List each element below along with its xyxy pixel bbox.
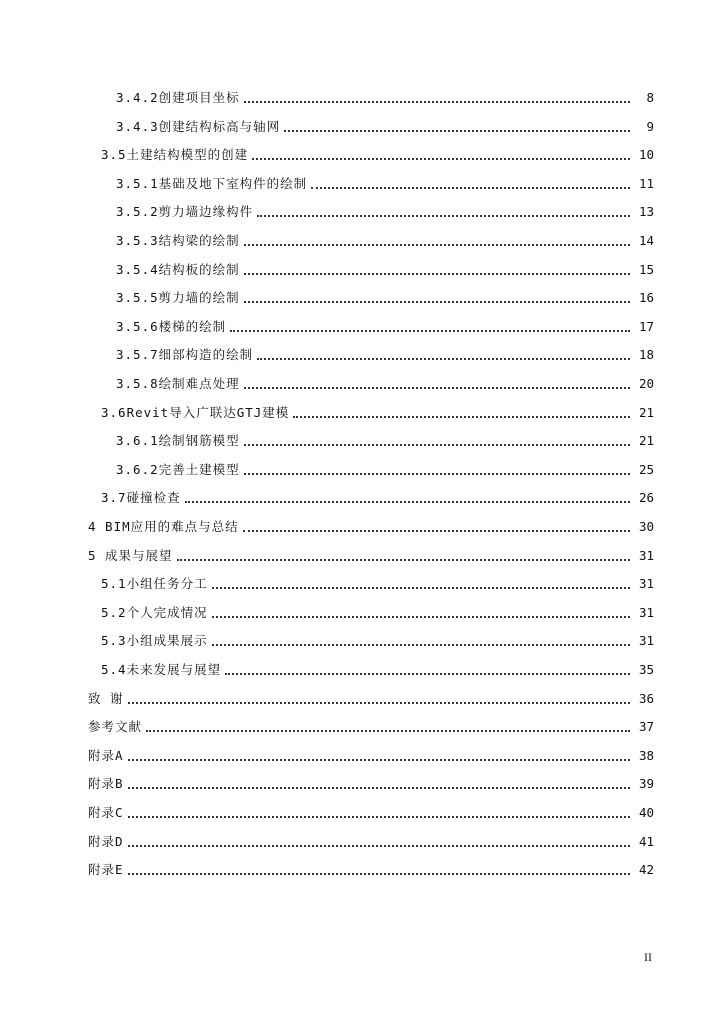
toc-entry[interactable] (88, 515, 654, 535)
dot-leader (128, 787, 630, 789)
toc-entry-page: 36 (638, 690, 654, 706)
toc-entry-page: 9 (646, 118, 654, 134)
toc-entry-title: 3.5.3结构梁的绘制 (116, 233, 240, 248)
dot-leader (284, 130, 630, 132)
toc-entry-title: 3.4.3创建结构标高与轴网 (116, 118, 281, 134)
dot-leader (244, 387, 630, 389)
dot-leader (244, 101, 630, 103)
toc-entry[interactable] (88, 772, 654, 792)
toc-entry-title: 5.2个人完成情况 (101, 604, 208, 620)
toc-entry-title: 3.6.2完善土建模型 (116, 461, 240, 477)
toc-entry-page: 21 (638, 404, 654, 420)
toc-entry[interactable] (101, 658, 654, 678)
toc-entry[interactable] (101, 401, 654, 421)
dot-leader (128, 759, 630, 761)
toc-entry-title: 致 谢 (88, 690, 124, 706)
toc-entry-title: 3.5土建结构模型的创建 (101, 147, 249, 163)
toc-entry[interactable] (101, 486, 654, 506)
toc-entry-page: 37 (638, 719, 654, 735)
toc-entry[interactable] (116, 200, 654, 220)
dot-leader (244, 444, 630, 446)
toc-entry[interactable] (116, 343, 654, 363)
toc-entry-title: 5.1小组任务分工 (101, 576, 208, 592)
toc-entry-title: 3.4.2创建项目坐标 (116, 90, 240, 105)
toc-entry-title: 3.6Revit导入广联达GTJ建模 (101, 404, 290, 420)
toc-entry-page: 40 (638, 805, 654, 820)
dot-leader (244, 244, 630, 246)
toc-entry-page: 21 (638, 433, 654, 449)
dot-leader (252, 158, 630, 160)
toc-entry-title: 附录D (88, 833, 124, 849)
toc-entry-title: 5 成果与展望 (88, 547, 173, 563)
toc-entry[interactable] (116, 229, 654, 249)
toc-entry[interactable] (88, 830, 654, 850)
toc-entry-title: 3.5.6楼梯的绘制 (116, 318, 227, 334)
dot-leader (244, 273, 630, 275)
toc-entry[interactable] (88, 801, 654, 821)
toc-entry[interactable] (101, 629, 654, 649)
dot-leader (212, 644, 630, 646)
page-number: II (644, 950, 652, 964)
toc-entry[interactable] (101, 601, 654, 621)
toc-entry-title: 3.5.1基础及地下室构件的绘制 (116, 175, 308, 191)
dot-leader (146, 730, 630, 732)
dot-leader (311, 187, 630, 189)
toc-entry-title: 3.5.4结构板的绘制 (116, 261, 240, 277)
toc-entry-page: 31 (638, 547, 654, 563)
toc-entry[interactable] (101, 143, 654, 163)
dot-leader (128, 816, 630, 818)
toc-entry-page: 26 (638, 490, 654, 506)
toc-entry-title: 附录E (88, 862, 124, 878)
toc-entry-page: 11 (638, 175, 654, 191)
toc-entry[interactable] (116, 86, 654, 106)
toc-entry-title: 3.5.7细部构造的绘制 (116, 347, 254, 363)
toc-entry-page: 30 (638, 519, 654, 534)
toc-entry[interactable] (116, 372, 654, 392)
dot-leader (257, 215, 630, 217)
toc-entry[interactable] (88, 858, 654, 878)
toc-entry[interactable] (116, 115, 654, 135)
dot-leader (128, 845, 630, 847)
toc-entry[interactable] (116, 286, 654, 306)
toc-entry-title: 3.7碰撞检查 (101, 490, 181, 506)
toc-entry[interactable] (116, 172, 654, 192)
toc-entry-page: 41 (638, 833, 654, 849)
toc-entry-page: 8 (646, 90, 654, 105)
toc-entry-page: 35 (638, 662, 654, 677)
toc-entry-title: 5.4未来发展与展望 (101, 662, 222, 677)
dot-leader (244, 301, 630, 303)
toc-entry[interactable] (116, 429, 654, 449)
dot-leader (293, 416, 630, 418)
dot-leader (230, 330, 630, 332)
dot-leader (244, 473, 630, 475)
dot-leader (257, 358, 630, 360)
toc-entry[interactable] (88, 544, 654, 564)
dot-leader (185, 501, 630, 503)
dot-leader (177, 559, 630, 561)
toc-entry-title: 3.5.2剪力墙边缘构件 (116, 204, 254, 220)
toc-entry[interactable] (116, 258, 654, 278)
toc-entry-title: 5.3小组成果展示 (101, 633, 208, 649)
toc-entry-title: 3.5.8绘制难点处理 (116, 376, 240, 391)
dot-leader (128, 702, 630, 704)
toc-entry-title: 附录C (88, 805, 124, 820)
toc-entry-page: 18 (638, 347, 654, 363)
toc-entry-title: 4 BIM应用的难点与总结 (88, 519, 239, 534)
dot-leader (225, 673, 630, 675)
dot-leader (212, 616, 630, 618)
toc-entry-page: 17 (638, 318, 654, 334)
toc-entry[interactable] (116, 315, 654, 335)
toc-entry[interactable] (116, 458, 654, 478)
toc-entry-page: 15 (638, 261, 654, 277)
toc-entry-title: 3.5.5剪力墙的绘制 (116, 290, 240, 306)
toc-entry-page: 38 (638, 747, 654, 763)
toc-entry-title: 附录A (88, 747, 124, 763)
toc-entry-title: 附录B (88, 776, 124, 792)
toc-entry-page: 31 (638, 576, 654, 592)
toc-entry-page: 42 (638, 862, 654, 878)
toc-entry-page: 10 (638, 147, 654, 163)
toc-entry-title: 3.6.1绘制钢筋模型 (116, 433, 240, 449)
toc-entry-page: 31 (638, 604, 654, 620)
toc-entry-page: 39 (638, 776, 654, 792)
toc-entry-page: 31 (638, 633, 654, 649)
toc-entry[interactable] (88, 687, 654, 707)
toc-entry-title: 参考文献 (88, 719, 143, 735)
toc-entry-page: 14 (638, 233, 654, 248)
toc-entry-page: 13 (638, 204, 654, 220)
toc-entry-page: 16 (638, 290, 654, 306)
toc-entry[interactable] (101, 572, 654, 592)
dot-leader (212, 587, 630, 589)
toc-entry[interactable] (88, 744, 654, 764)
dot-leader (128, 873, 630, 875)
toc-entry[interactable] (88, 715, 654, 735)
dot-leader (243, 530, 630, 532)
toc-entry-page: 20 (638, 376, 654, 391)
toc-entry-page: 25 (638, 461, 654, 477)
